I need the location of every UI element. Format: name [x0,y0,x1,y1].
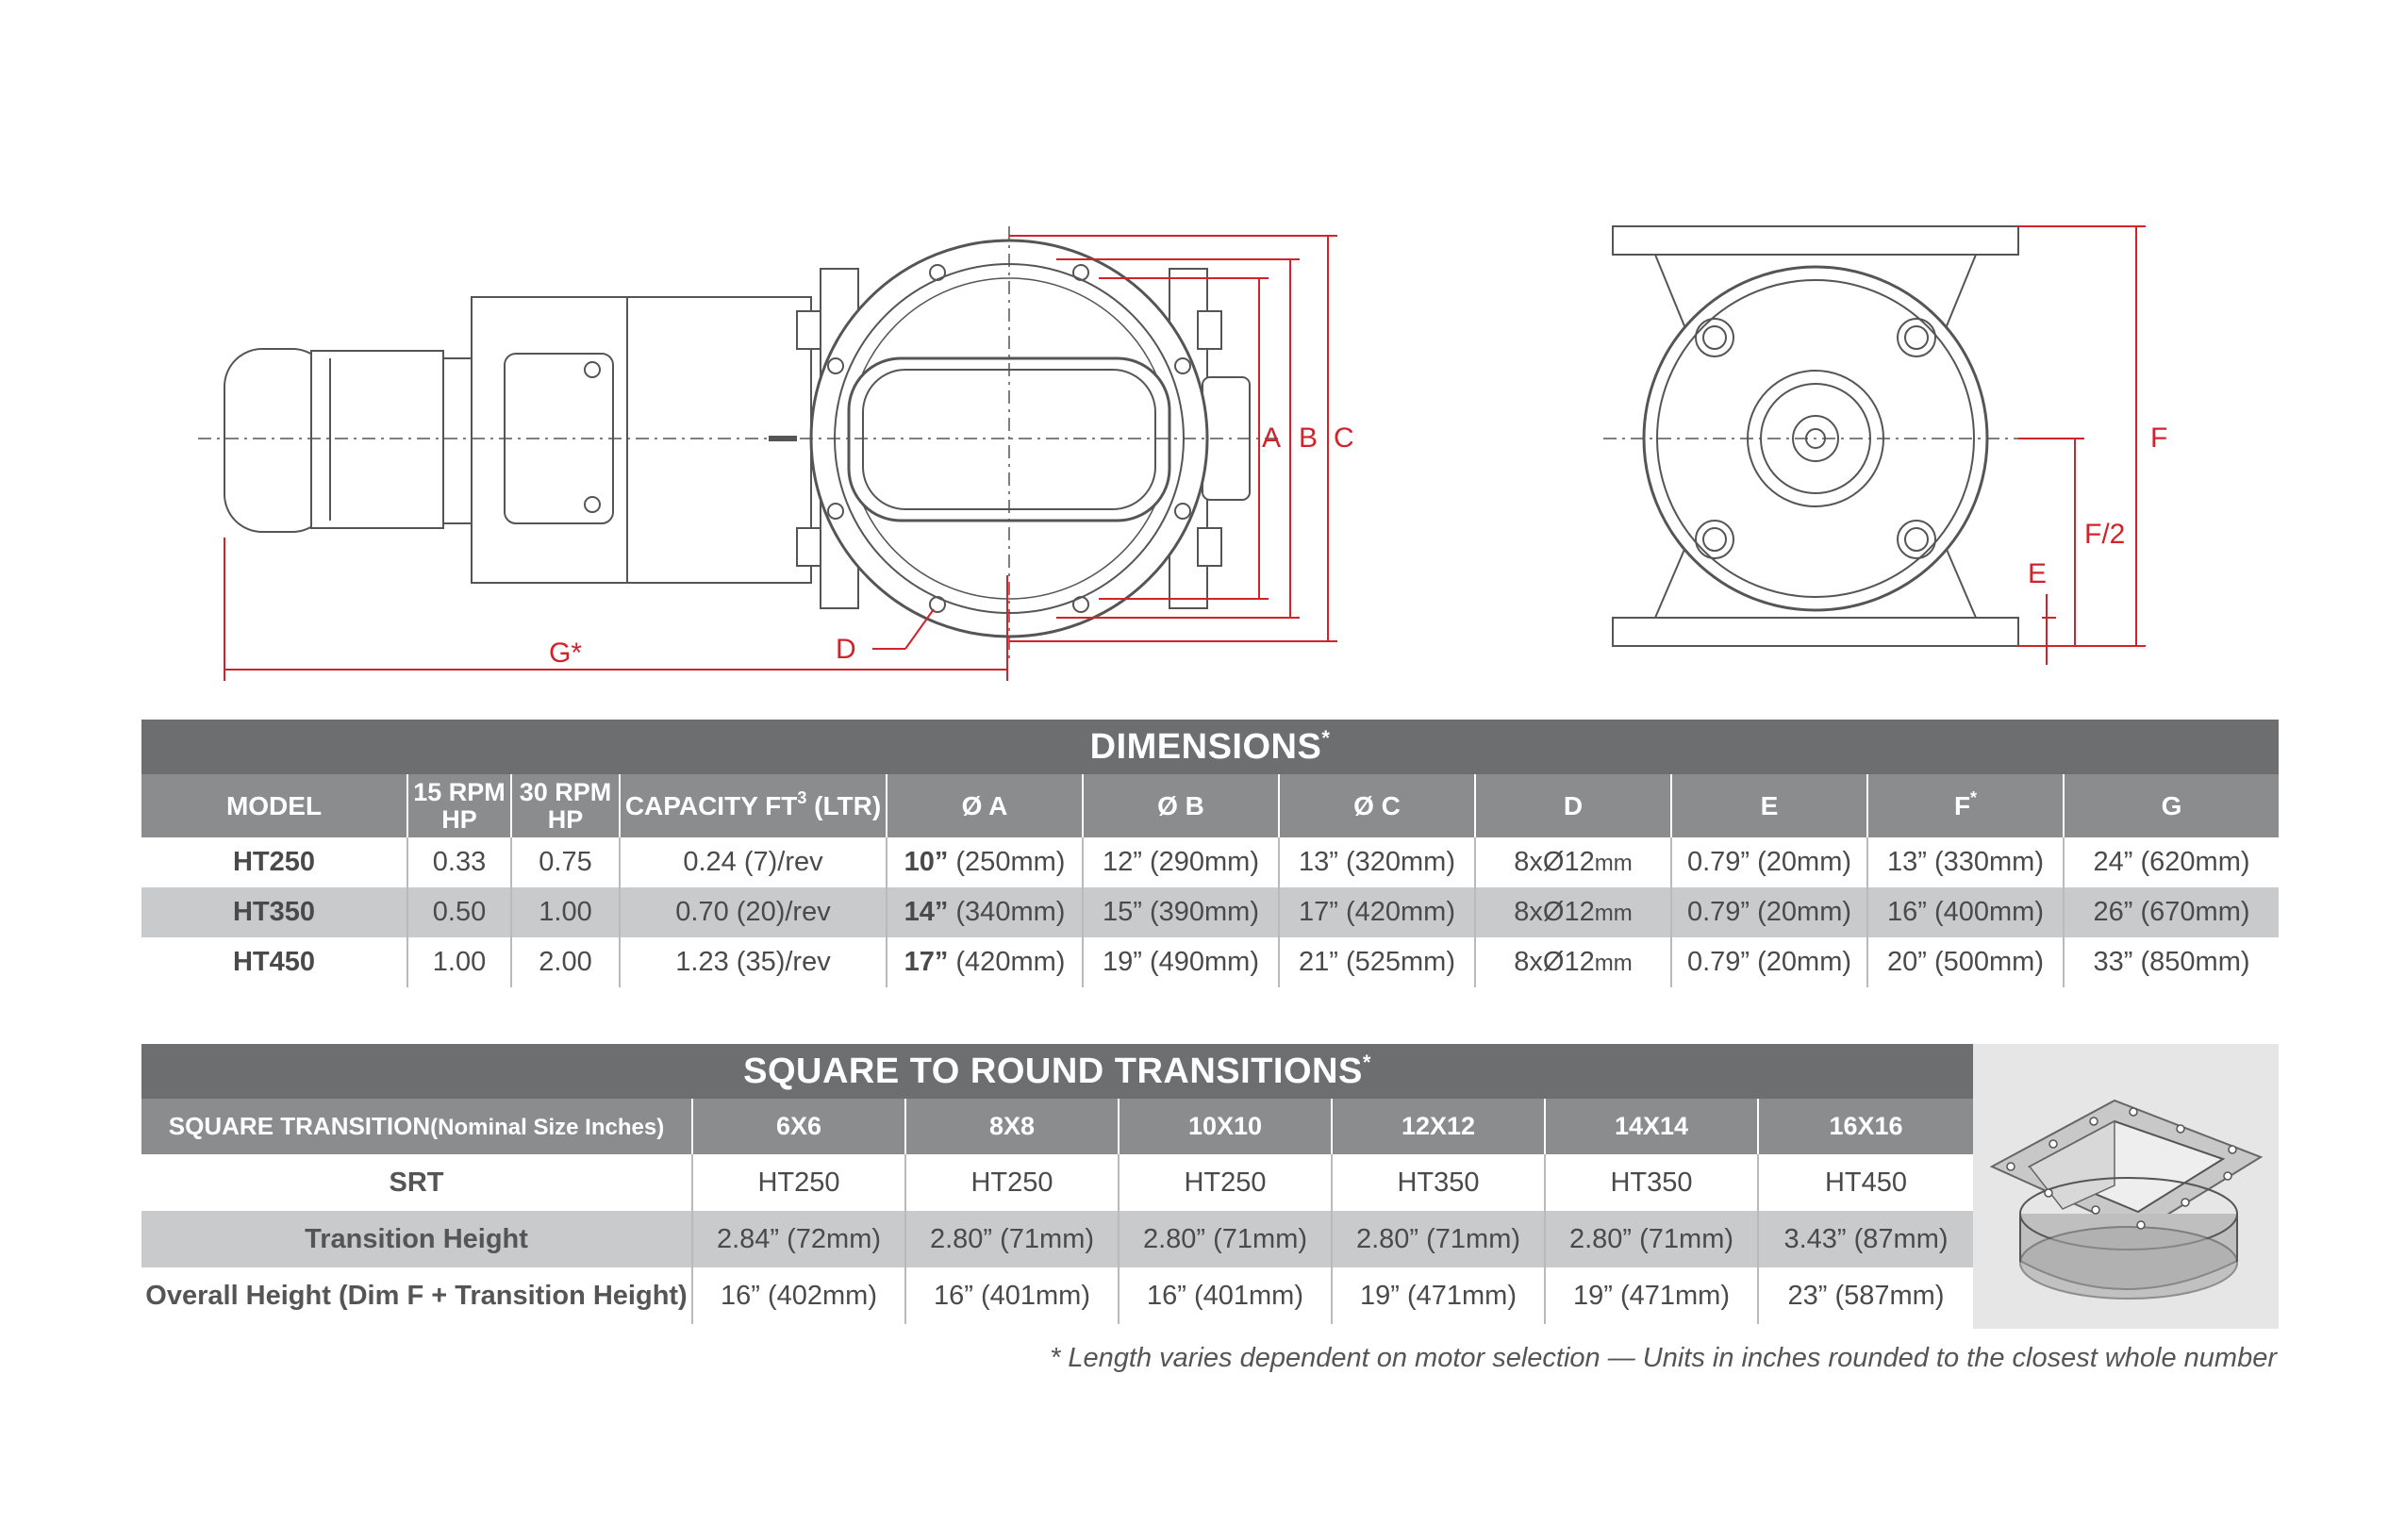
srt-cell: HT250 [1119,1154,1332,1211]
d-cell: 8xØ12mm [1475,837,1671,887]
overall-cell: 19” (471mm) [1332,1267,1545,1324]
col-g: G [2064,774,2279,837]
dimensions-title: DIMENSIONS* [141,720,2279,774]
technical-drawings [0,0,2405,717]
label-a: A [1262,422,1282,454]
col-size: 8X8 [905,1099,1119,1154]
col-a: Ø A [887,774,1083,837]
row-label: Overall Height (Dim F + Transition Height) [145,1280,688,1311]
col-size: 12X12 [1332,1099,1545,1154]
height-cell: 2.80” (71mm) [1545,1211,1758,1267]
col-size: 10X10 [1119,1099,1332,1154]
height-cell: 2.84” (72mm) [692,1211,905,1267]
table-row [141,837,2279,887]
label-g: G* [549,638,583,669]
col-capacity: CAPACITY $FT^3$ (LTR) [620,774,887,837]
col-c: Ø C [1279,774,1475,837]
col-size: 16X16 [1758,1099,1973,1154]
a-cell: 10” (250mm) [887,837,1083,887]
capacity-cell: 1.23 (35)/rev [620,937,887,987]
square-to-round-transition-icon [1973,1044,2279,1329]
srt-cell: HT250 [692,1154,905,1211]
col-model: MODEL [141,774,407,837]
d-cell: 8xØ12mm [1475,887,1671,937]
hp30-cell: 1.00 [511,887,620,937]
label-e: E [2028,558,2048,589]
overall-cell: 16” (402mm) [692,1267,905,1324]
hp30-cell: 0.75 [511,837,620,887]
srt-cell: HT350 [1545,1154,1758,1211]
overall-cell: 16” (401mm) [1119,1267,1332,1324]
front-view-dimensions [2018,226,2146,665]
col-b: Ø B [1083,774,1279,837]
height-cell: 2.80” (71mm) [1332,1211,1545,1267]
d-cell: 8xØ12mm [1475,937,1671,987]
side-view-drawing [198,226,1283,660]
table-row [141,887,2279,937]
row-label: SRT [389,1167,444,1198]
b-cell: 19” (490mm) [1083,937,1279,987]
g-cell: 26” (670mm) [2064,887,2279,937]
srt-cell: HT350 [1332,1154,1545,1211]
label-c: C [1334,422,1354,454]
height-cell: 3.43” (87mm) [1758,1211,1973,1267]
a-cell: 17” (420mm) [887,937,1083,987]
f-cell: 13” (330mm) [1867,837,2064,887]
srt-cell: HT450 [1758,1154,1973,1211]
table-row [141,937,2279,987]
row-label: Transition Height [141,1211,692,1267]
col-square-transition: SQUARE TRANSITION(Nominal Size Inches) [141,1099,692,1154]
hp15-cell: 0.50 [407,887,511,937]
model-cell: HT250 [232,847,316,877]
overall-cell: 19” (471mm) [1545,1267,1758,1324]
overall-height-row [141,1267,1973,1324]
e-cell: 0.79” (20mm) [1671,887,1867,937]
capacity-cell: 0.70 (20)/rev [620,887,887,937]
b-cell: 12” (290mm) [1083,837,1279,887]
c-cell: 21” (525mm) [1279,937,1475,987]
transition-height-row [141,1211,1973,1267]
front-view-drawing [1603,226,2028,646]
hp30-cell: 2.00 [511,937,620,987]
srt-row [141,1154,1973,1211]
e-cell: 0.79” (20mm) [1671,837,1867,887]
g-cell: 33” (850mm) [2064,937,2279,987]
label-f-half: F/2 [2084,519,2126,550]
srt-cell: HT250 [905,1154,1119,1211]
col-hp-30rpm: 30 RPM HP [511,774,620,837]
b-cell: 15” (390mm) [1083,887,1279,937]
c-cell: 17” (420mm) [1279,887,1475,937]
model-cell: HT450 [232,947,316,977]
height-cell: 2.80” (71mm) [905,1211,1119,1267]
dimensions-header-row [141,774,2279,837]
col-size: 14X14 [1545,1099,1758,1154]
col-hp-15rpm: 15 RPM HP [407,774,511,837]
label-b: B [1299,422,1319,454]
capacity-cell: 0.24 (7)/rev [620,837,887,887]
label-d: D [836,634,856,665]
overall-cell: 23” (587mm) [1758,1267,1973,1324]
transition-product-image [1973,1044,2279,1329]
overall-cell: 16” (401mm) [905,1267,1119,1324]
model-cell: HT350 [141,887,407,937]
col-size: 6X6 [692,1099,905,1154]
c-cell: 13” (320mm) [1279,837,1475,887]
col-e: E [1671,774,1867,837]
transitions-header-row [141,1099,1973,1154]
hp15-cell: 0.33 [407,837,511,887]
f-cell: 16” (400mm) [1867,887,2064,937]
a-cell: 14” (340mm) [887,887,1083,937]
f-cell: 20” (500mm) [1867,937,2064,987]
transitions-table [141,1044,1973,1324]
g-cell: 24” (620mm) [2064,837,2279,887]
transitions-title: SQUARE TO ROUND TRANSITIONS* [141,1044,1973,1099]
e-cell: 0.79” (20mm) [1671,937,1867,987]
footnote: * Length varies dependent on motor selection — Units in inches rounded to the closest whole number [1050,1343,2277,1373]
hp15-cell: 1.00 [407,937,511,987]
label-f: F [2150,422,2168,454]
col-f: F* [1867,774,2064,837]
dimensions-table [141,720,2279,987]
col-d: D [1475,774,1671,837]
height-cell: 2.80” (71mm) [1119,1211,1332,1267]
